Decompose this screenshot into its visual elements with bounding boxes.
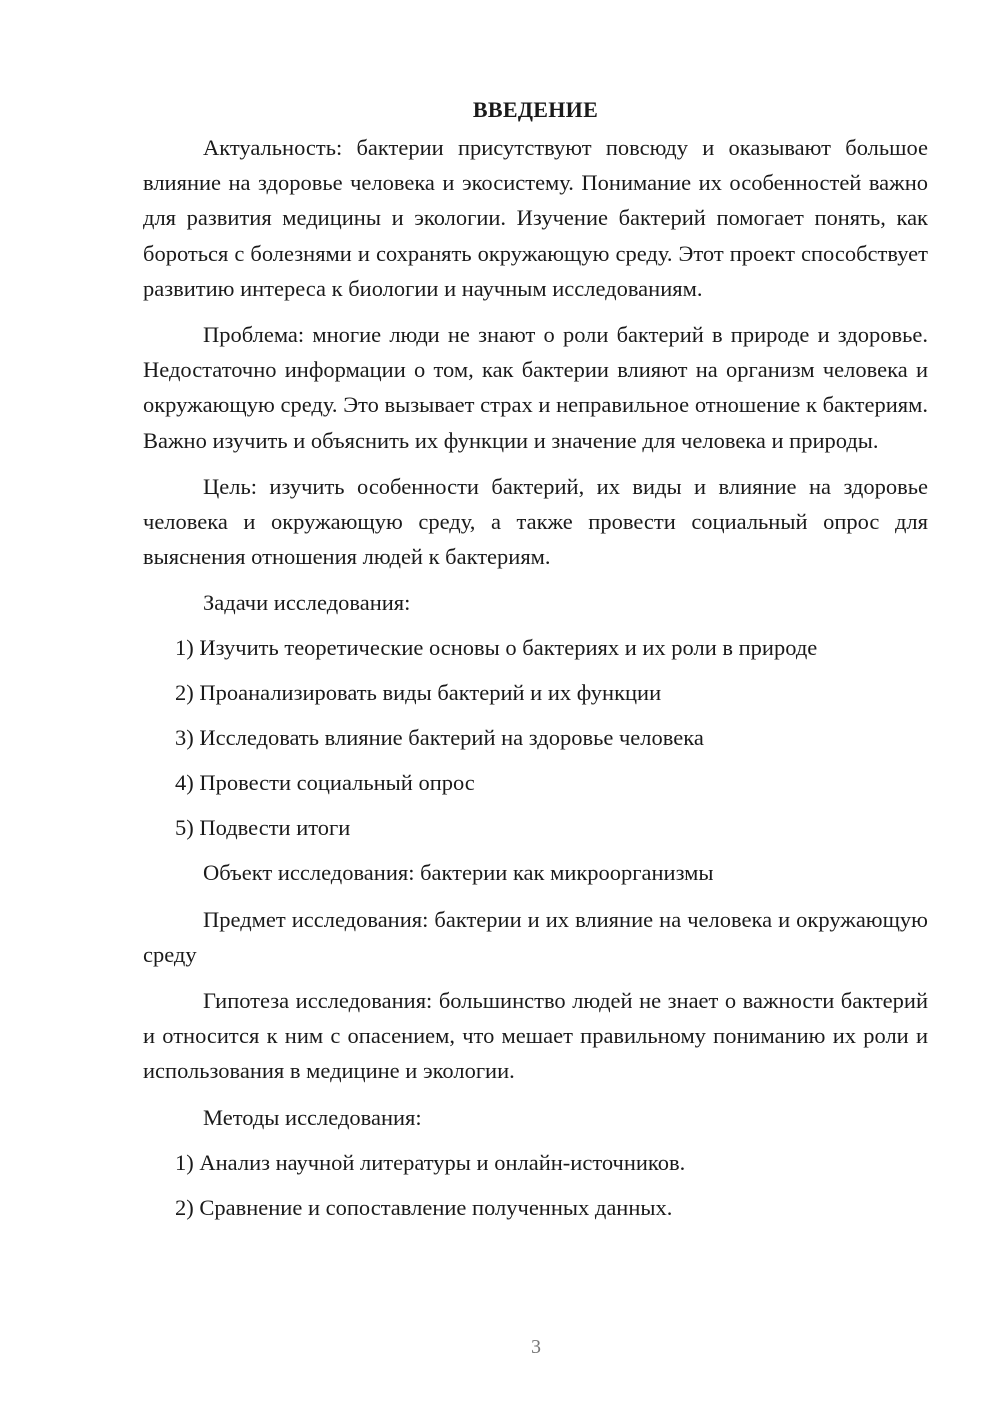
- problem-paragraph: Проблема: многие люди не знают о роли бактерий в природе и здоровье. Недостаточно информации о том, как бактерии влияют на организм человека и окружающую среду. Это вызывает страх и неправильное отношение к бактериям. Важно изучить и объяснить их функции и значение для человека и природы.: [143, 322, 928, 453]
- list-item: 1) Анализ научной литературы и онлайн-источников.: [175, 1149, 686, 1175]
- list-item: 1) Изучить теоретические основы о бактериях и их роли в природе: [175, 635, 818, 661]
- list-item: 2) Сравнение и сопоставление полученных данных.: [175, 1194, 673, 1220]
- section-title: ВВЕДЕНИЕ: [472, 97, 599, 122]
- document-page: [143, 96, 928, 1235]
- list-item: 5) Подвести итоги: [175, 815, 351, 841]
- hypothesis-paragraph: Гипотеза исследования: большинство людей не знает о важности бактерий и относится к ним с опасением, что мешает правильному пониманию их роли и использования в медицине и экологии.: [143, 988, 928, 1084]
- list-item: 4) Провести социальный опрос: [175, 770, 475, 796]
- page-number: 3: [531, 1336, 541, 1358]
- subject-paragraph: Предмет исследования: бактерии и их влияние на человека и окружающую среду: [143, 906, 928, 967]
- tasks-heading: Задачи исследования:: [203, 590, 411, 616]
- list-item: 2) Проанализировать виды бактерий и их функции: [175, 680, 662, 706]
- methods-heading: Методы исследования:: [203, 1104, 422, 1130]
- methods-list: [143, 1145, 928, 1225]
- relevance-paragraph: Актуальность: бактерии присутствуют повсюду и оказывают большое влияние на здоровье человека и экосистему. Понимание их особенностей важно для развития медицины и экологии. Изучение бактерий помогает понять, как бороться с болезнями и сохранять окружающую среду. Этот проект способствует развитию интереса к биологии и научным исследованиям.: [143, 135, 928, 301]
- list-item: 3) Исследовать влияние бактерий на здоровье человека: [175, 725, 704, 751]
- tasks-list: [143, 630, 928, 845]
- object-paragraph: Объект исследования: бактерии как микроорганизмы: [203, 860, 714, 886]
- goal-paragraph: Цель: изучить особенности бактерий, их виды и влияние на здоровье человека и окружающую среду, а также провести социальный опрос для выяснения отношения людей к бактериям.: [143, 473, 928, 570]
